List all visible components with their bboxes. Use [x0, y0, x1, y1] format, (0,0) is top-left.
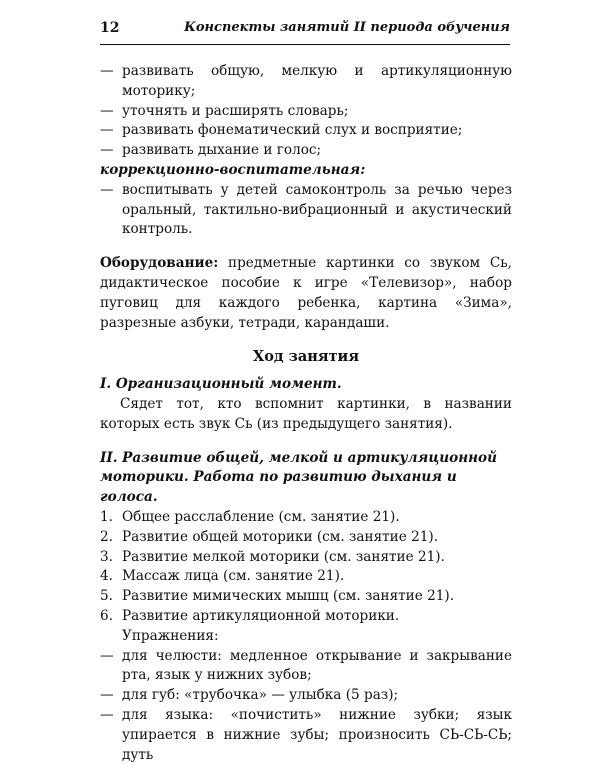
exercises-label: Упражнения: [122, 627, 219, 644]
correction-label: коррекционно-воспитательная: [100, 161, 366, 178]
section-1-title: I. Организационный момент. [100, 376, 342, 393]
list-item: — уточнять и расширять словарь; [100, 102, 349, 119]
numbered-item: 1. Общее расслабление (см. занятие 21). [100, 508, 400, 525]
numbered-item: 6. Развитие артикуляционной моторики. [100, 607, 400, 624]
equipment-label: Оборудование: [100, 255, 219, 272]
exercise-item: — для губ: «трубочка» — улыбка (5 раз); [100, 687, 399, 704]
exercise-item: — для языка: «почистить» нижние зубки; язык упирается в нижние зубы; произносить СЬ-СЬ-СЬ; дуть [100, 706, 512, 763]
exercise-item: — для челюсти: медленное открывание и закрывание рта, язык у нижних зубов; [100, 647, 512, 684]
section-2-title: II. Развитие общей, мелкой и артикуляционной моторики. Работа по развитию дыхания и голоса. [100, 449, 497, 506]
running-title: Конспекты занятий II периода обучения [184, 20, 510, 35]
equipment-text: предметные картинки со звуком Сь, дидактическое пособие к игре «Телевизор», набор пуговиц для каждого ребенка, картина «Зима», разрезные азбуки, тетради, карандаши. [100, 255, 512, 331]
header-rule [100, 44, 510, 45]
list-item: — развивать фонематический слух и восприятие; [100, 122, 463, 139]
section-1-text: Сядет тот, кто вспомнит картинки, в названии которых есть звук Сь (из предыдущего занятия). [100, 395, 512, 432]
page-header [100, 20, 510, 42]
lesson-heading: Ход занятия [252, 348, 360, 366]
page-body [100, 62, 512, 765]
equipment-paragraph [100, 254, 512, 333]
page-number: 12 [100, 20, 120, 36]
numbered-item: 5. Развитие мимических мышц (см. занятие 21). [100, 588, 455, 605]
numbered-item: 3. Развитие мелкой моторики (см. занятие 21). [100, 548, 445, 565]
list-item: — воспитывать у детей самоконтроль за речью через оральный, тактильно-вибрационный и акустический контроль. [100, 181, 512, 238]
list-item: — развивать общую, мелкую и артикуляционную моторику; [100, 63, 512, 99]
numbered-item: 4. Массаж лица (см. занятие 21). [100, 568, 345, 585]
list-item: — развивать дыхание и голос; [100, 142, 322, 159]
numbered-item: 2. Развитие общей моторики (см. занятие 21). [100, 528, 439, 545]
